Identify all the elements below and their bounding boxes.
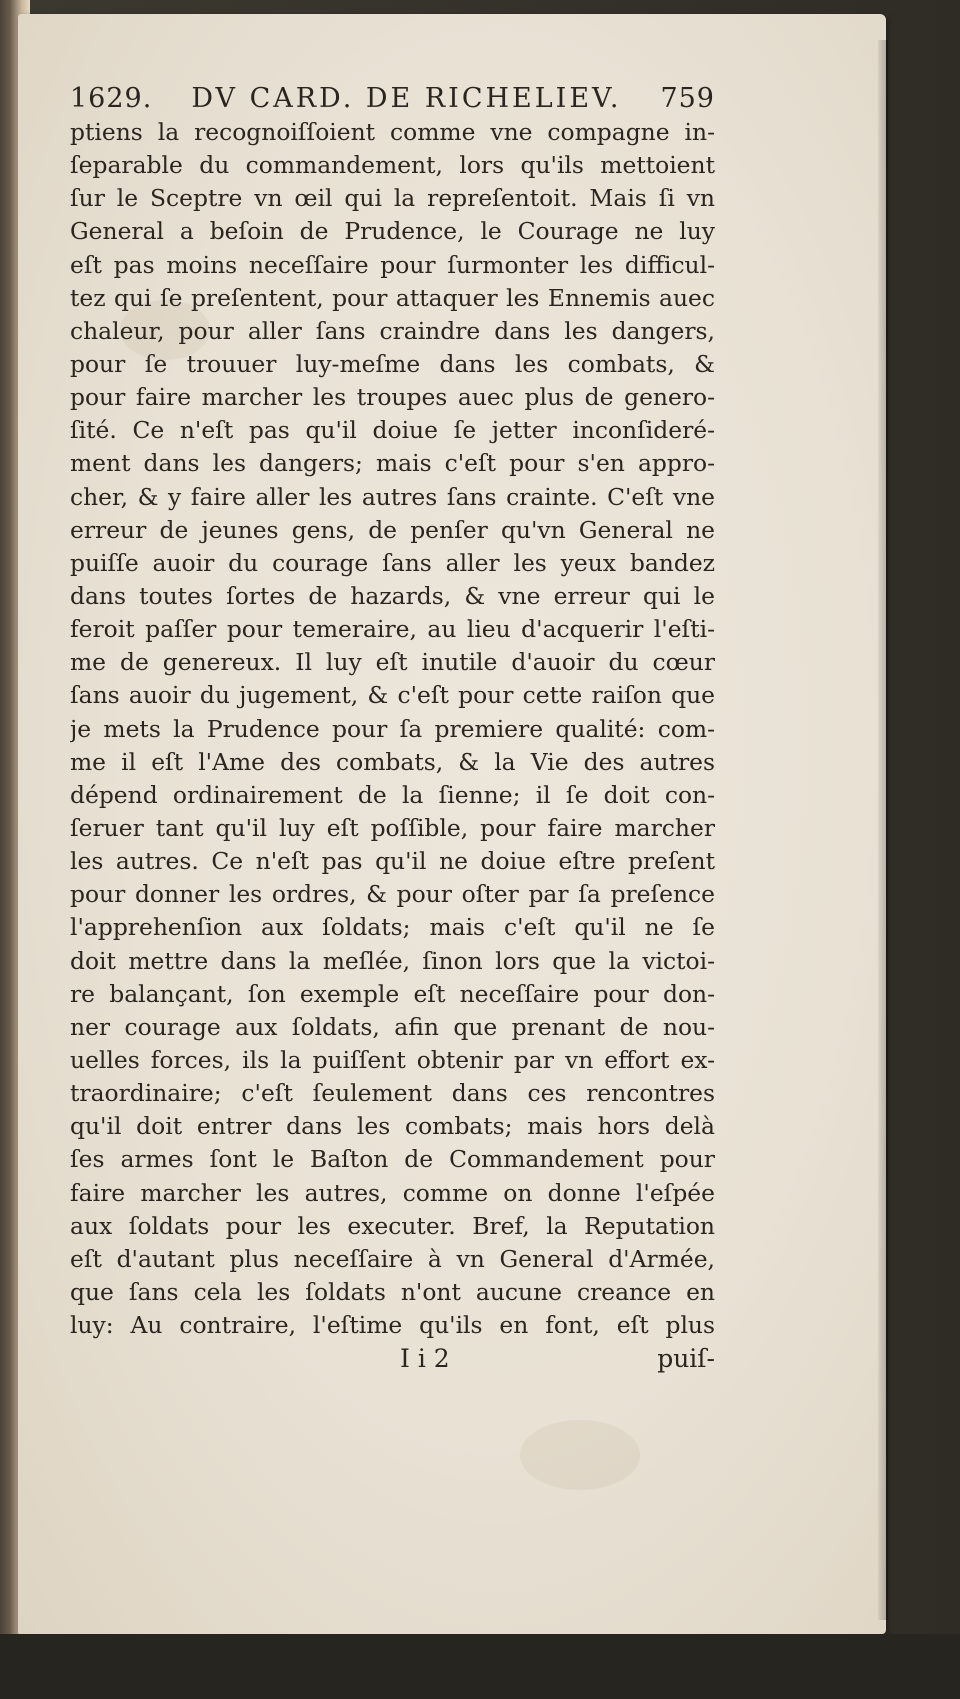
- text-line: ſur le Sceptre vn œil qui la repreſentoit. Mais ſi vn: [70, 184, 715, 213]
- text-line: cher, & y faire aller les autres ſans crainte. C'eſt vne: [70, 482, 715, 511]
- text-line: pour donner les ordres, & pour oſter par ſa preſence: [70, 880, 715, 909]
- text-line: que ſans cela les ſoldats n'ont aucune creance en: [70, 1277, 715, 1306]
- text-line: luy: Au contraire, l'eſtime qu'ils en font, eſt plus: [70, 1311, 715, 1340]
- text-line: erreur de jeunes gens, de penſer qu'vn General ne: [70, 515, 715, 544]
- text-line: ptiens la recognoiſſoient comme vne compagne in-: [70, 118, 715, 146]
- page-number: 759: [660, 83, 715, 114]
- text-line: me de genereux. Il luy eſt inutile d'auoir du cœur: [70, 648, 715, 677]
- text-line: chaleur, pour aller ſans craindre dans les dangers,: [70, 316, 715, 345]
- text-line: traordinaire; c'eſt ſeulement dans ces rencontres: [70, 1079, 715, 1108]
- text-line: pour faire marcher les troupes auec plus de genero-: [70, 383, 715, 412]
- running-head-title: DV CARD. DE RICHELIEV.: [191, 83, 622, 114]
- text-line: ſes armes ſont le Baſton de Commandement pour: [70, 1145, 715, 1174]
- text-line: ſeparable du commandement, lors qu'ils mettoient: [70, 151, 715, 180]
- text-line: feroit paſſer pour temeraire, au lieu d'acquerir l'eſti-: [70, 615, 715, 644]
- paper-stain: [520, 1420, 640, 1490]
- page-footer: [70, 1342, 715, 1376]
- text-line: ſeruer tant qu'il luy eſt poſſible, pour faire marcher: [70, 813, 715, 842]
- body-text: [70, 116, 715, 1342]
- signature-mark: I i 2: [400, 1344, 450, 1374]
- text-line: ſans auoir du jugement, & c'eſt pour cette raiſon que: [70, 681, 715, 710]
- running-head-year: 1629.: [70, 83, 153, 114]
- text-line: tez qui ſe preſentent, pour attaquer les Ennemis auec: [70, 283, 715, 312]
- text-line: pour ſe trouuer luy-meſme dans les combats, &: [70, 349, 715, 378]
- text-line: uelles forces, ils la puiſſent obtenir par vn effort ex-: [70, 1045, 715, 1074]
- text-line: aux ſoldats pour les executer. Bref, la Reputation: [70, 1211, 715, 1240]
- text-line: je mets la Prudence pour ſa premiere qualité: com-: [70, 714, 715, 743]
- text-line: eſt pas moins neceſſaire pour ſurmonter les difficul-: [70, 250, 715, 279]
- background-surface: [0, 1634, 960, 1699]
- text-line: me il eſt l'Ame des combats, & la Vie des autres: [70, 747, 715, 776]
- running-head: [70, 82, 715, 116]
- text-line: puiſſe auoir du courage ſans aller les yeux bandez: [70, 548, 715, 577]
- text-line: re balançant, ſon exemple eſt neceſſaire pour don-: [70, 979, 715, 1008]
- text-line: qu'il doit entrer dans les combats; mais hors delà: [70, 1112, 715, 1141]
- text-line: ner courage aux ſoldats, afin que prenant de nou-: [70, 1012, 715, 1041]
- catchword: puiſ-: [657, 1344, 715, 1374]
- page-edge-shadow: [878, 40, 888, 1620]
- text-line: dépend ordinairement de la ſienne; il ſe doit con-: [70, 780, 715, 809]
- text-line: l'apprehenſion aux ſoldats; mais c'eſt qu'il ne ſe: [70, 913, 715, 942]
- text-line: dans toutes ſortes de hazards, & vne erreur qui le: [70, 581, 715, 610]
- text-line: doit mettre dans la meſlée, ſinon lors que la victoi-: [70, 946, 715, 975]
- text-line: les autres. Ce n'eſt pas qu'il ne doiue eſtre preſent: [70, 847, 715, 876]
- text-line: ſité. Ce n'eſt pas qu'il doiue ſe jetter inconſideré-: [70, 416, 715, 445]
- text-line: eſt d'autant plus neceſſaire à vn General d'Armée,: [70, 1244, 715, 1273]
- text-line: ment dans les dangers; mais c'eſt pour s'en appro-: [70, 449, 715, 478]
- text-line: faire marcher les autres, comme on donne l'eſpée: [70, 1178, 715, 1207]
- text-line: General a beſoin de Prudence, le Courage ne luy: [70, 217, 715, 246]
- text-block: [70, 82, 715, 1376]
